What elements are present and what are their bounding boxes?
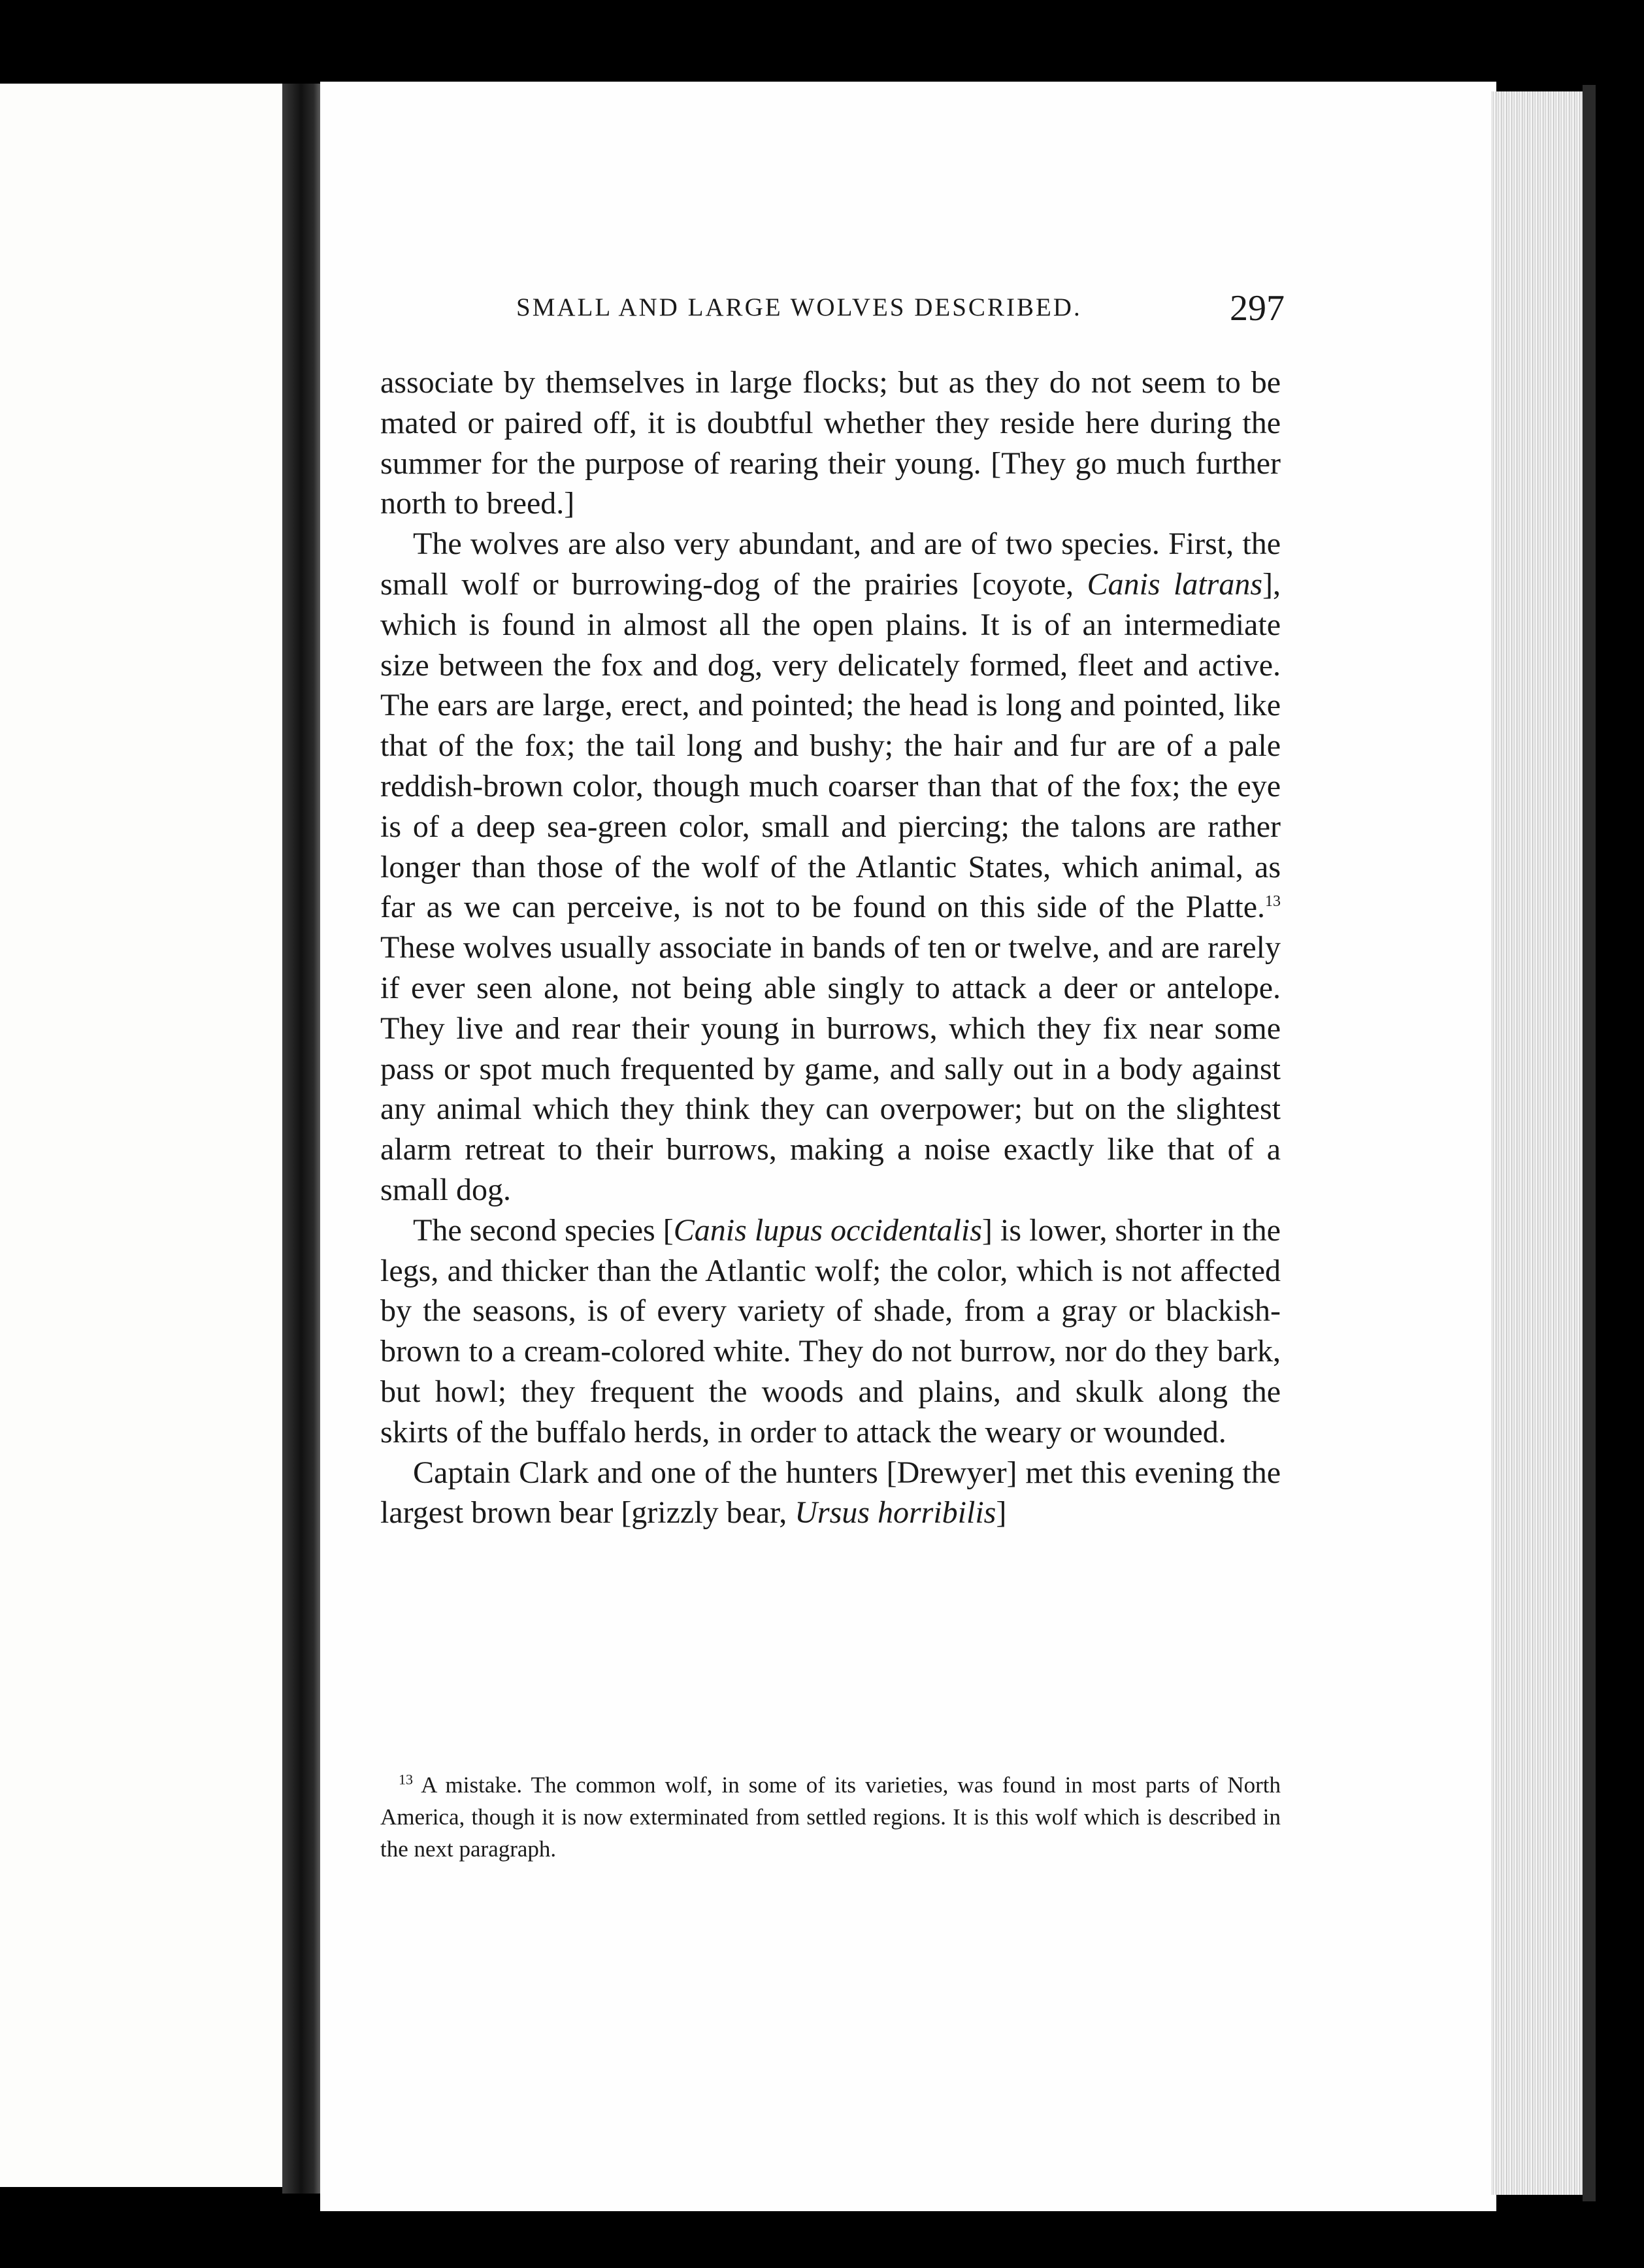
- page-edges: [1491, 91, 1590, 2195]
- paragraph: [380, 524, 1281, 1210]
- text-run: The wolves are also very abundant, and are of two species. First, the small wolf or burrowing-dog of the prairies [coyote,: [380, 526, 1281, 602]
- italic-run: Canis latrans: [1087, 566, 1263, 602]
- left-page: [0, 84, 288, 2187]
- running-head: SMALL AND LARGE WOLVES DESCRIBED.: [516, 293, 1082, 321]
- footnote-reference: 13: [1265, 893, 1281, 911]
- text-run: ]: [996, 1495, 1007, 1531]
- italic-run: Ursus horribilis: [795, 1495, 996, 1531]
- paragraph: associate by themselves in large flocks; but as they do not seem to be mated or paired off, it is doubtful whether they reside here during the summer for the purpose of rearing their young. [They go much further north to breed.]: [380, 365, 1281, 521]
- text-run: Captain Clark and one of the hunters [Drewyer] met this evening the largest brown bear [grizzly bear,: [380, 1455, 1281, 1531]
- footnote: [380, 1769, 1281, 1865]
- book-gutter: [282, 84, 324, 2194]
- footnote-text: A mistake. The common wolf, in some of its varieties, was found in most parts of North America, though it is now exterminated from settled regions. It is this wolf which is described in the next paragraph.: [380, 1772, 1281, 1862]
- text-run: ] is lower, shorter in the legs, and thicker than the Atlantic wolf; the color, which is not affected by the seasons, is of every variety of shade, from a gray or blackish-brown to a cream-colored white. They do not burrow, nor do they bark, but howl; they frequent the woods and plains, and skulk along the skirts of the buffalo herds, in order to attack the weary or wounded.: [380, 1212, 1281, 1450]
- italic-run: Canis lupus occidentalis: [673, 1212, 982, 1248]
- book-cover-edge: [1583, 85, 1596, 2201]
- footnote-mark: 13: [399, 1771, 413, 1788]
- text-run: The second species [: [413, 1212, 674, 1248]
- text-run: These wolves usually associate in bands of ten or twelve, and are rarely if ever seen alone, not being able singly to attack a deer or antelope. They live and rear their young in burrows, which they fix near some pass or spot much frequented by game, and sally out in a body against any animal which they think they can overpower; but on the slightest alarm retreat to their burrows, making a noise exactly like that of a small dog.: [380, 930, 1281, 1207]
- text-run: ], which is found in almost all the open plains. It is of an intermediate size between the fox and dog, very delicately formed, fleet and active. The ears are large, erect, and pointed; the head is long and pointed, like that of the fox; the tail long and bushy; the hair and fur are of a pale reddish-brown color, though much coarser than that of the fox; the eye is of a deep sea-green color, small and piercing; the talons are rather longer than those of the wolf of the Atlantic States, which animal, as far as we can perceive, is not to be found on this side of the Platte.: [380, 566, 1281, 925]
- paragraph: [380, 1210, 1281, 1453]
- body-text: [380, 363, 1281, 1533]
- page-number: 297: [1230, 288, 1285, 329]
- footnote-paragraph: [380, 1769, 1281, 1865]
- paragraph: [380, 1453, 1281, 1534]
